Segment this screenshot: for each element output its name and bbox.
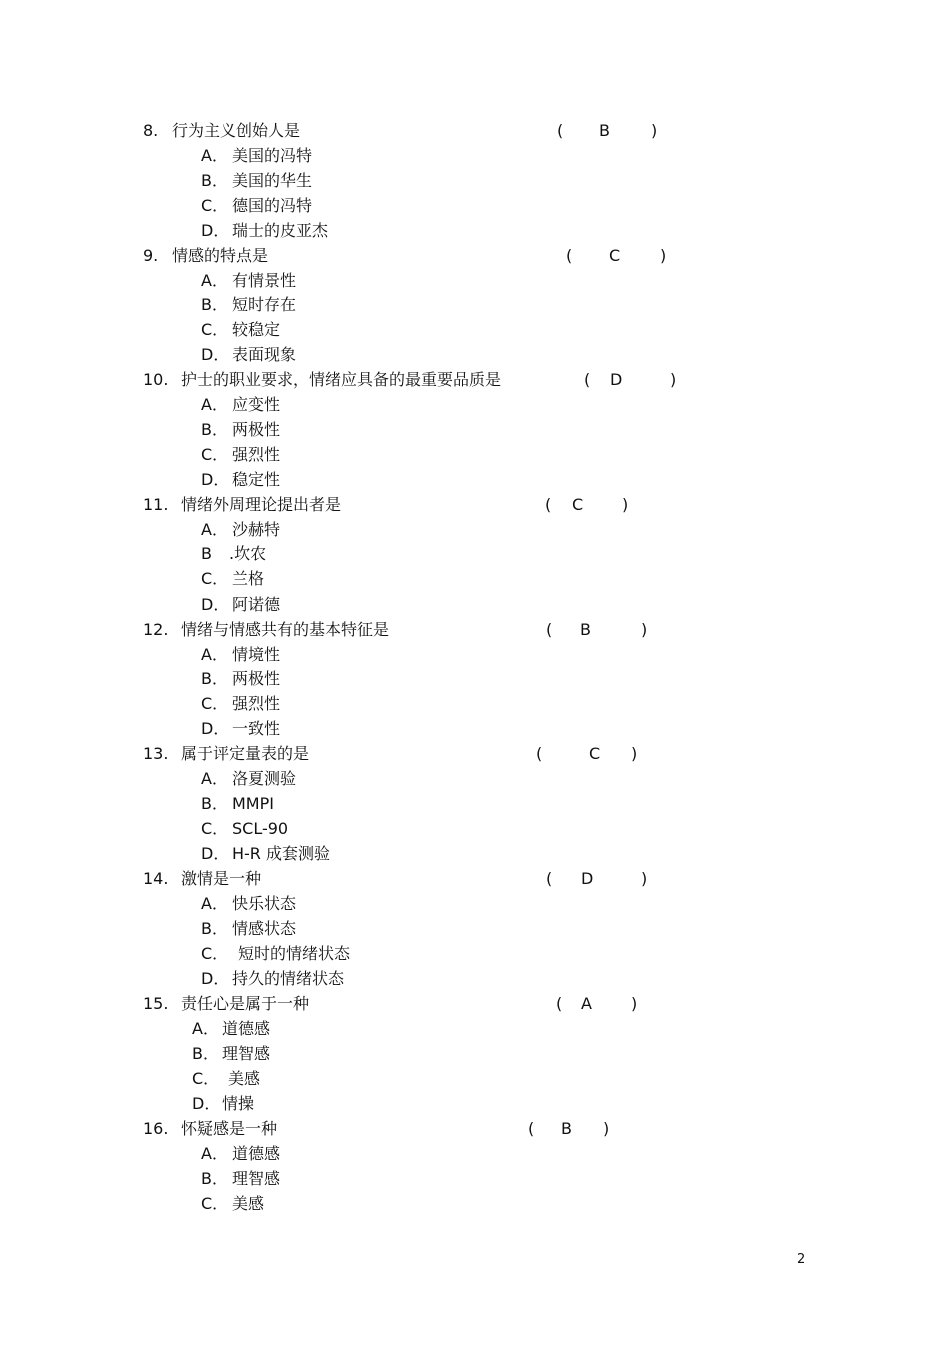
answer-letter: C (589, 744, 601, 763)
answer-bracket: ( B ) (528, 1116, 548, 1241)
question-9 (143, 243, 703, 268)
question-8 (143, 118, 703, 143)
question-text: 激情是一种 (181, 869, 262, 888)
question-number: 9. (143, 246, 159, 265)
question-text: 情绪与情感共有的基本特征是 (181, 620, 390, 639)
answer-bracket: ( D ) (546, 866, 566, 991)
answer-bracket: ( D ) (584, 367, 604, 492)
question-14 (143, 866, 703, 891)
question-number: 14. (143, 869, 169, 888)
answer-bracket: ( C ) (566, 243, 586, 368)
answer-letter: B (580, 620, 591, 639)
question-16 (143, 1116, 703, 1141)
question-number: 12. (143, 620, 169, 639)
page-number: 2 (797, 1252, 806, 1267)
question-number: 10. (143, 370, 169, 389)
answer-bracket: ( B ) (557, 118, 577, 243)
question-text: 怀疑感是一种 (181, 1119, 278, 1138)
answer-letter: A (581, 994, 592, 1013)
answer-letter: D (610, 370, 623, 389)
answer-letter: B (599, 121, 610, 140)
question-text: 责任心是属于一种 (181, 994, 310, 1013)
answer-bracket: ( B ) (546, 617, 566, 742)
answer-letter: C (609, 246, 621, 265)
question-10 (143, 367, 703, 392)
question-text: 护士的职业要求，情绪应具备的最重要品质是 (181, 370, 502, 389)
question-number: 8. (143, 121, 159, 140)
question-11 (143, 492, 703, 517)
answer-letter: C (572, 495, 584, 514)
answer-letter: B (561, 1119, 572, 1138)
question-text: 情感的特点是 (172, 246, 269, 265)
question-13 (143, 741, 703, 766)
question-text: 属于评定量表的是 (181, 744, 310, 763)
question-number: 13. (143, 744, 169, 763)
question-text: 行为主义创始人是 (172, 121, 301, 140)
question-12 (143, 617, 703, 642)
question-number: 16. (143, 1119, 169, 1138)
question-number: 11. (143, 495, 169, 514)
answer-bracket: ( A ) (556, 991, 576, 1116)
answer-bracket: ( C ) (545, 492, 565, 617)
question-number: 15. (143, 994, 169, 1013)
question-text: 情绪外周理论提出者是 (181, 495, 342, 514)
answer-bracket: ( C ) (536, 741, 556, 866)
question-15 (143, 991, 703, 1016)
answer-letter: D (581, 869, 594, 888)
